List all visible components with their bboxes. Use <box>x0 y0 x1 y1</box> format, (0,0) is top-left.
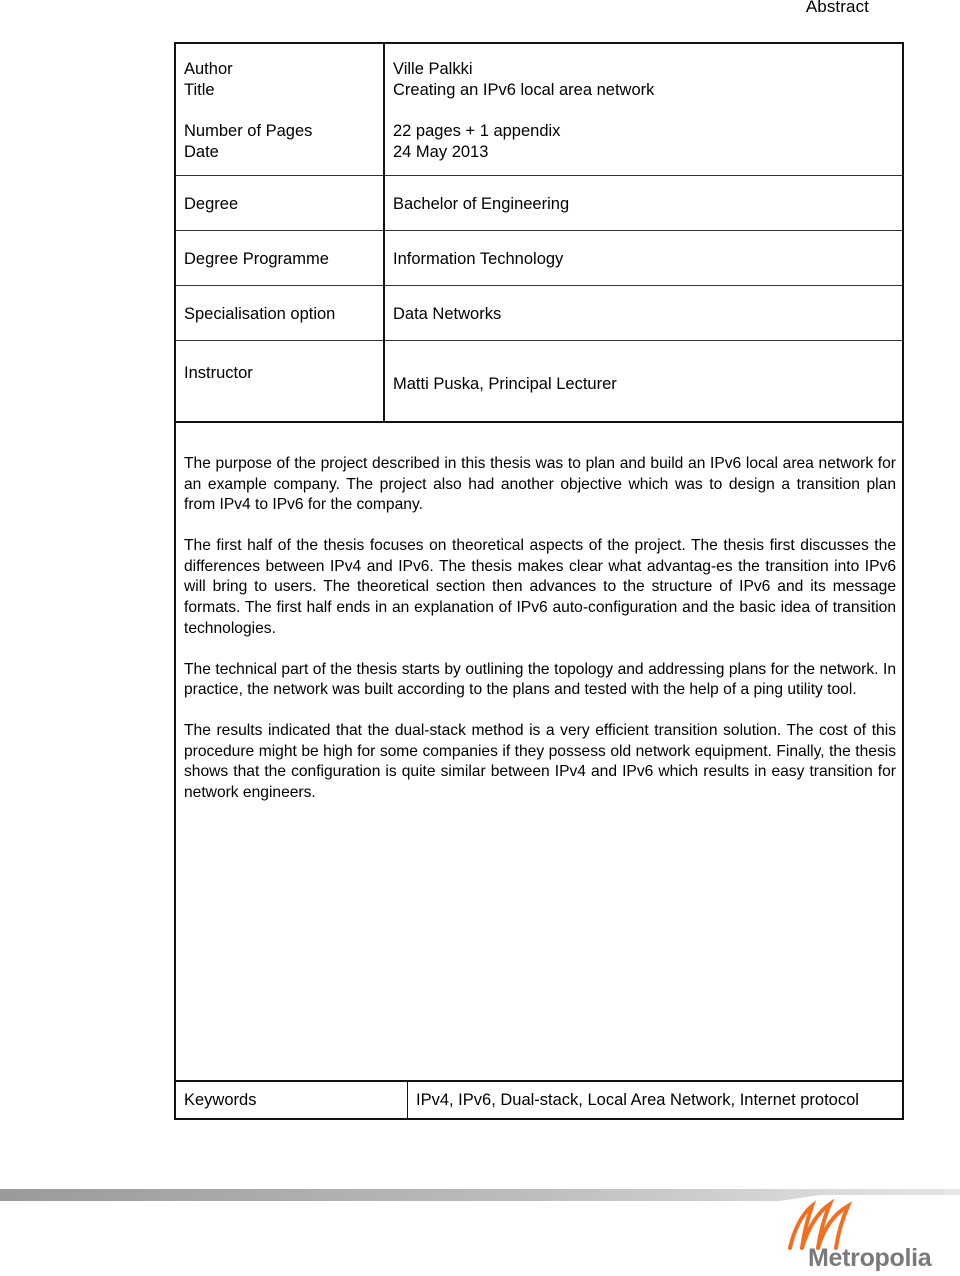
programme-row <box>176 231 902 286</box>
abstract-paragraph: The purpose of the project described in this thesis was to plan and build an IPv6 local area network for an example company. The project also had another objective which was to design a transition plan from IPv4 to IPv6 for the company. <box>184 455 896 514</box>
programme-label: Degree Programme <box>184 250 329 268</box>
date-value: 24 May 2013 <box>393 143 489 161</box>
degree-value: Bachelor of Engineering <box>393 195 570 213</box>
keywords-value: IPv4, IPv6, Dual-stack, Local Area Network, Internet protocol <box>416 1091 859 1109</box>
keywords-label: Keywords <box>184 1091 257 1109</box>
programme-value: Information Technology <box>393 250 564 268</box>
title-label: Title <box>184 81 215 99</box>
metropolia-logo-text: Metropolia <box>808 1244 932 1272</box>
instructor-value: Matti Puska, Principal Lecturer <box>393 375 617 393</box>
specialisation-label: Specialisation option <box>184 305 336 323</box>
instructor-row <box>176 341 902 423</box>
author-title-row <box>176 44 902 176</box>
abstract-paragraph: The technical part of the thesis starts by outlining the topology and addressing plans for the network. In practice, the network was built according to the plans and tested with the help of a ping utility tool. <box>184 660 896 699</box>
specialisation-row <box>176 286 902 341</box>
instructor-label: Instructor <box>184 364 253 382</box>
keywords-row <box>176 1080 902 1118</box>
abstract-form <box>174 42 904 1120</box>
author-label: Author <box>184 60 233 78</box>
keywords-divider <box>407 1082 408 1118</box>
column-divider <box>383 44 385 423</box>
specialisation-value: Data Networks <box>393 305 502 323</box>
pages-label: Number of Pages <box>184 122 313 140</box>
pages-value: 22 pages + 1 appendix <box>393 122 561 140</box>
degree-row <box>176 176 902 231</box>
abstract-paragraph: The first half of the thesis focuses on theoretical aspects of the project. The thesis first discusses the differences between IPv4 and IPv6. The thesis makes clear what advantag-es the transition into IPv6 will bring to users. The theoretical section then advances to the structure of IPv6 and its message formats. The first half ends in an explanation of IPv6 auto-configuration and the basic idea of transition technologies. <box>184 537 896 637</box>
author-value: Ville Palkki <box>393 60 473 78</box>
section-label: Abstract <box>805 0 869 16</box>
abstract-paragraph: The results indicated that the dual-stack method is a very efficient transition solution. The cost of this procedure might be high for some companies if they possess old network equipment. Finally, the thesis shows that the configuration is quite similar between IPv4 and IPv6 which results in easy transition for network engineers. <box>184 722 896 801</box>
degree-label: Degree <box>184 195 239 213</box>
title-value: Creating an IPv6 local area network <box>393 81 655 99</box>
abstract-body <box>184 454 896 824</box>
date-label: Date <box>184 143 219 161</box>
